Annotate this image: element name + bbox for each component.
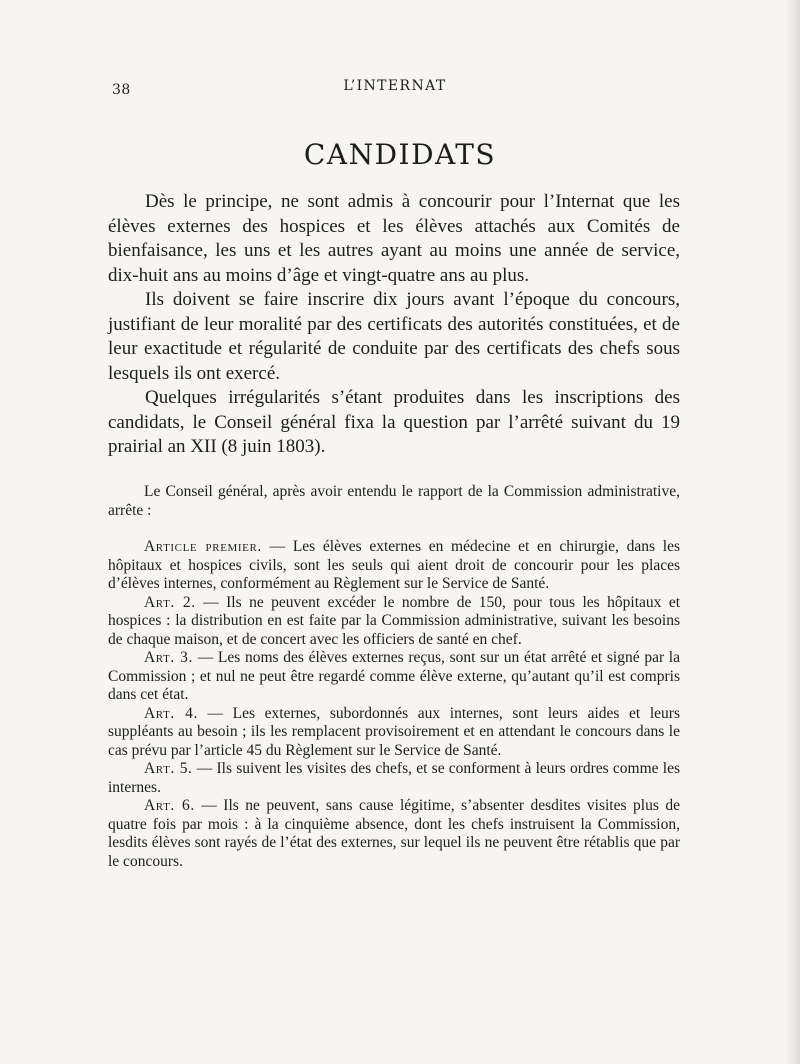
article-label: Article premier. (144, 538, 262, 555)
paragraph: Ils doivent se faire inscrire dix jours avant l’époque du concours, justifiant de leur moralité par des certificats des autorités constituées, et de leur exactitude et régularité de conduite par des certificats des chefs sous lesquels ils ont exercé. (108, 289, 680, 384)
article-label: Art. 4. (144, 704, 198, 722)
decree-intro: Le Conseil général, après avoir entendu le rapport de la Commission administrative, arrête : (108, 483, 680, 519)
article-label: Art. 6. (144, 797, 195, 814)
paragraph: Quelques irrégularités s’étant produites dans les inscriptions des candidats, le Conseil général fixa la question par l’arrêté suivant du 19 prairial an XII (8 juin 1803). (108, 387, 680, 457)
article (108, 760, 680, 797)
paragraph: Dès le principe, ne sont admis à concourir pour l’Internat que les élèves externes des hospices et les élèves attachés aux Comités de bienfaisance, les uns et les autres ayant au moins une année de service, dix-huit ans au moins d’âge et vingt-quatre ans au plus. (108, 191, 680, 286)
decree-text (108, 483, 680, 871)
article-text: — Les noms des élèves externes reçus, sont sur un état arrêté et signé par la Commission ; et nul ne peut être regardé comme élève externe, qu’autant qu’il est compris dans cet état. (108, 649, 680, 703)
article-text: — Ils suivent les visites des chefs, et se conforment à leurs ordres comme les internes. (108, 760, 680, 796)
running-title: L’INTERNAT (343, 78, 447, 94)
article (108, 705, 680, 761)
section-title: CANDIDATS (303, 138, 497, 171)
body-text (108, 190, 680, 460)
article (108, 797, 680, 871)
article-text: — Ils ne peuvent excéder le nombre de 150, pour tous les hôpitaux et hospices : la distribution en est faite par la Commission administrative, suivant les besoins de chaque maison, et de concert avec les officiers de santé en chef. (108, 593, 681, 648)
article (108, 538, 680, 594)
article (108, 594, 680, 650)
article-text: — Les élèves externes en médecine et en chirurgie, dans les hôpitaux et hospices civils, sont les seuls qui aient droit de concourir pour les places d’élèves internes, conformément au Règlement sur le Service de Santé. (108, 538, 680, 592)
page-number: 38 (112, 82, 131, 98)
page-fold-shadow (786, 0, 800, 1064)
article-text: — Les externes, subordonnés aux internes, sont leurs aides et leurs suppléants au besoin ; ils les remplacent provisoirement et en attendant le concours dans le cas prévu par l’article 45 du Règlement sur le Service de Santé. (108, 704, 680, 759)
article (108, 649, 680, 705)
running-head (112, 78, 678, 102)
article-label: Art. 2. (144, 593, 196, 611)
article-label: Art. 3. (144, 649, 193, 666)
article-text: — Ils ne peuvent, sans cause légitime, s’absenter desdites visites plus de quatre fois par mois : à la cinquième absence, dont les chefs instruisent la Commission, lesdits élèves sont rayés de l’état des externes, sur lequel ils ne peuvent être rétablis que par le concours. (108, 797, 680, 870)
article-label: Art. 5. (144, 760, 193, 777)
